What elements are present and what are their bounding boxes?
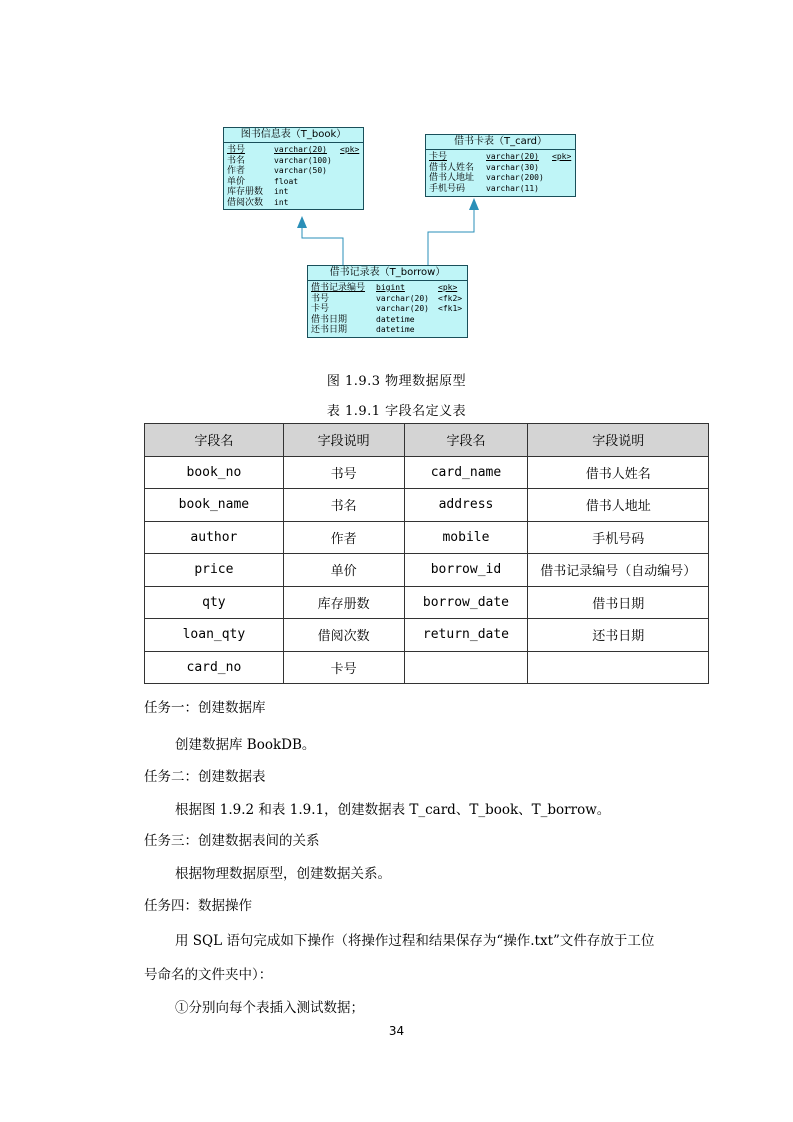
table-cell: 借阅次数 (283, 619, 404, 652)
field-type: int (274, 197, 289, 207)
table-cell: 借书人地址 (528, 489, 709, 522)
entity-field-row (308, 304, 467, 315)
table-cell: 书号 (283, 456, 404, 489)
field-type: varchar(200) (486, 173, 544, 183)
table-cell: loan_qty (145, 619, 284, 652)
table-row (145, 489, 709, 522)
field-name: 借阅次数 (227, 197, 264, 208)
field-definition-table (144, 423, 709, 684)
field-name: 卡号 (311, 304, 330, 315)
table-cell: borrow_id (404, 554, 528, 587)
field-key: <pk> (552, 152, 572, 161)
field-name: 借书人姓名 (429, 162, 475, 173)
table-cell: 手机号码 (528, 521, 709, 554)
table-cell: 卡号 (283, 651, 404, 684)
entity-field-row (426, 184, 575, 195)
entity-field-row (224, 198, 363, 209)
field-type: datetime (376, 325, 415, 335)
entity-field-row (224, 156, 363, 167)
field-name: 手机号码 (429, 183, 466, 194)
task3-body: 根据物理数据原型，创建数据关系。 (175, 866, 391, 882)
entity-field-row (224, 187, 363, 198)
table-cell (404, 651, 528, 684)
table-row (145, 521, 709, 554)
table-cell: borrow_date (404, 586, 528, 619)
table-cell: 借书人姓名 (528, 456, 709, 489)
field-key: <pk> (438, 283, 458, 292)
field-key: <fk1> (438, 304, 463, 314)
field-type: int (274, 187, 289, 197)
table-row (145, 586, 709, 619)
field-type: varchar(20) (376, 293, 429, 303)
header-cell: 字段名 (145, 424, 284, 457)
entity-title: 借书卡表（T_card） (426, 135, 575, 150)
field-type: varchar(100) (274, 155, 332, 165)
entity-field-row (426, 163, 575, 174)
table-cell (528, 651, 709, 684)
field-name: 书名 (227, 155, 246, 166)
field-type: bigint (376, 283, 405, 292)
page-number: 34 (388, 1024, 405, 1038)
field-type: varchar(11) (486, 183, 539, 193)
field-type: varchar(20) (486, 152, 539, 161)
field-key: <fk2> (438, 293, 463, 303)
table-cell: price (145, 554, 284, 587)
entity-field-row (308, 325, 467, 336)
task4-body-line1: 用 SQL 语句完成如下操作（将操作过程和结果保存为“操作.txt”文件存放于工位 (175, 933, 655, 949)
task2-title: 任务二：创建数据表 (144, 769, 266, 785)
table-row (145, 554, 709, 587)
entity-title: 图书信息表（T_book） (224, 128, 363, 143)
table-caption: 表 1.9.1 字段名定义表 (326, 404, 467, 419)
entity-field-row (224, 145, 363, 156)
table-cell: 借书日期 (528, 586, 709, 619)
relationship-links (0, 0, 793, 400)
table-row (145, 619, 709, 652)
table-header-row (145, 424, 709, 457)
field-key: <pk> (340, 145, 360, 154)
field-name: 借书日期 (311, 314, 348, 325)
entity-field-row (224, 166, 363, 177)
task3-title: 任务三：创建数据表间的关系 (144, 833, 320, 849)
field-name: 借书记录编号 (311, 283, 366, 293)
field-type: varchar(30) (486, 162, 539, 172)
table-cell: 书名 (283, 489, 404, 522)
entity-field-row (426, 173, 575, 184)
field-name: 卡号 (429, 152, 448, 162)
entity-t-borrow (307, 265, 468, 338)
header-cell: 字段说明 (283, 424, 404, 457)
table-cell: 单价 (283, 554, 404, 587)
table-cell: card_no (145, 651, 284, 684)
table-cell: book_name (145, 489, 284, 522)
entity-field-row (308, 315, 467, 326)
table-cell: 还书日期 (528, 619, 709, 652)
header-cell: 字段说明 (528, 424, 709, 457)
task4-body-line2: 号命名的文件夹中）： (144, 967, 273, 983)
field-name: 作者 (227, 166, 246, 177)
task1-body: 创建数据库 BookDB。 (175, 737, 316, 753)
entity-field-row (308, 283, 467, 294)
field-name: 借书人地址 (429, 173, 475, 184)
task1-title: 任务一：创建数据库 (144, 700, 266, 716)
table-cell: 作者 (283, 521, 404, 554)
table-cell: address (404, 489, 528, 522)
entity-field-row (426, 152, 575, 163)
table-cell: 借书记录编号（自动编号） (528, 554, 709, 587)
table-cell: 库存册数 (283, 586, 404, 619)
table-cell: author (145, 521, 284, 554)
table-cell: qty (145, 586, 284, 619)
field-name: 书号 (227, 145, 246, 155)
table-row (145, 456, 709, 489)
table-cell: card_name (404, 456, 528, 489)
table-cell: return_date (404, 619, 528, 652)
field-type: varchar(50) (274, 166, 327, 176)
table-row (145, 651, 709, 684)
field-name: 单价 (227, 176, 246, 187)
field-name: 书号 (311, 293, 330, 304)
field-type: float (274, 176, 299, 186)
figure-caption: 图 1.9.3 物理数据原型 (326, 374, 467, 389)
field-type: datetime (376, 314, 415, 324)
task4-item1: ①分别向每个表插入测试数据； (175, 1000, 364, 1016)
field-name: 库存册数 (227, 187, 264, 198)
field-type: varchar(20) (376, 304, 429, 314)
entity-field-row (224, 177, 363, 188)
field-name: 还书日期 (311, 325, 348, 336)
entity-t-book (223, 127, 364, 210)
entity-title: 借书记录表（T_borrow） (308, 266, 467, 281)
header-cell: 字段名 (404, 424, 528, 457)
field-type: varchar(20) (274, 145, 327, 154)
entity-t-card (425, 134, 576, 197)
task2-body: 根据图 1.9.2 和表 1.9.1，创建数据表 T_card、T_book、T_borrow。 (175, 802, 611, 818)
table-cell: mobile (404, 521, 528, 554)
table-cell: book_no (145, 456, 284, 489)
task4-title: 任务四：数据操作 (144, 898, 252, 914)
entity-field-row (308, 294, 467, 305)
